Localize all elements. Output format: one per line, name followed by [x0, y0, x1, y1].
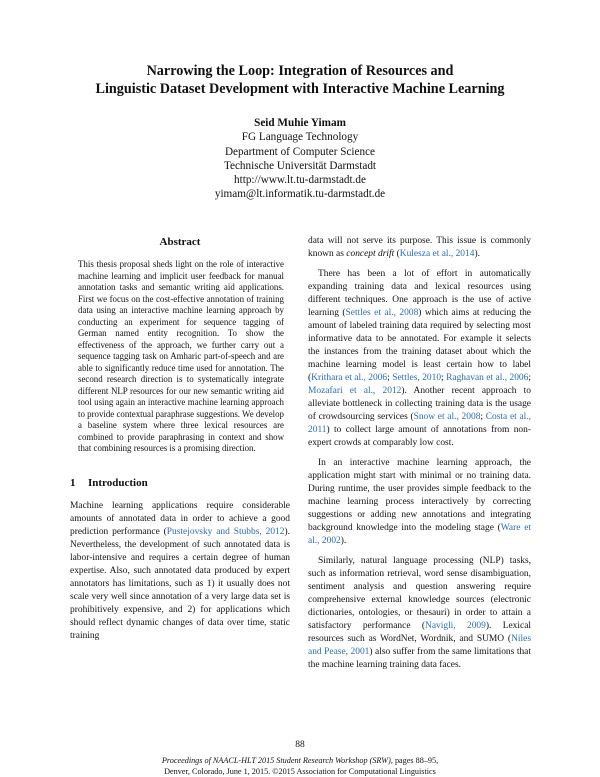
citation-link[interactable]: Costa et al., 2011	[308, 412, 531, 435]
section-number: 1	[70, 476, 88, 490]
author-name: Seid Muhie Yimam	[40, 116, 560, 130]
proceedings-footer	[40, 756, 560, 777]
text-run: Machine learning applications require considerable amounts of annotated data in order to achieve a good prediction performance (	[70, 501, 290, 537]
abstract-body: This thesis proposal sheds light on the role of interactive machine learning and implicit user feedback for manual annotation tasks and semantic writing aid applications. First we focus on the cost-effective annotation of training data using an interactive machine learning approach by conducting an experiment for sequence tagging of German named entity recognition. To show the effectiveness of the approach, we further carry out a sequence tagging task on Amharic part-of-speech and are able to significantly reduce time used for annotation. The second research direction is to systematically integrate different NLP resources for our new semantic writing aid tool using again an interactive machine learning approach to provide contextual paraphrase suggestions. We develop a baseline system where three lexical resources are combined to provide paraphrasing in context and show that combining resources is a promising direction.	[70, 259, 290, 455]
text-run: ) which aims at reducing the amount of labeled training data required by selecting most informative data to be annotated. For example it selects the instances from the training dataset about which the machine learning model is least certain how to label (	[308, 308, 531, 383]
text-run: ;	[528, 373, 531, 383]
citation-link[interactable]: Pustejovsky and Stubbs, 2012	[167, 527, 285, 537]
affiliation-line: Technische Universität Darmstadt	[40, 159, 560, 173]
text-run: There has been a lot of effort in automatically expanding training data and lexical resources using different techniques. One approach is the use of active learning (	[308, 269, 531, 318]
citation-link[interactable]: Niles and Pease, 2001	[308, 634, 531, 657]
text-run: ). Lexical resources such as WordNet, Wordnik, and SUMO (	[308, 621, 531, 644]
citation-link[interactable]: Mozafari et al., 2012	[308, 386, 401, 396]
text-run: ) also suffer from the same limitations that the machine learning training data faces.	[308, 647, 531, 670]
text-run: ;	[387, 373, 392, 383]
author-block	[40, 116, 560, 202]
text-run: data will not serve its purpose. This issue is commonly known as	[308, 236, 531, 259]
text-run: ). Nevertheless, the development of such annotated data is labor-intensive and requires a certain degree of human expertise. Also, such annotated data produced by expert annotators has limitations, such as 1) it usually does not scale very well since annotation of a very large data set is prohibitively expensive, and 2) for applications which should reflect dynamic changes of data over time, static training	[70, 527, 290, 641]
footer-line-1	[40, 756, 560, 767]
emphasis-term: concept drift	[346, 249, 394, 259]
paper-title-line-1: Narrowing the Loop: Integration of Resources and	[40, 62, 560, 80]
proceedings-name: Proceedings of NAACL-HLT 2015 Student Research Workshop (SRW)	[162, 756, 391, 765]
right-column	[308, 235, 531, 679]
paragraph	[308, 235, 531, 261]
text-run: (	[394, 249, 400, 259]
affiliation-line: FG Language Technology	[40, 130, 560, 144]
citation-link[interactable]: Snow et al., 2008	[414, 412, 481, 422]
footer-line-2: Denver, Colorado, June 1, 2015. ©2015 Association for Computational Linguistics	[40, 767, 560, 777]
text-run: ) to collect large amount of annotations from non-expert crowds at comparably low cost.	[308, 425, 531, 448]
text-run: ;	[480, 412, 485, 422]
text-run: ). Another recent approach to alleviate bottleneck in collecting training data is the usage of crowdsourcing services (	[308, 386, 531, 422]
text-run: ).	[474, 249, 480, 259]
citation-link[interactable]: Krithara et al., 2006	[311, 373, 387, 383]
citation-link[interactable]: Settles et al., 2008	[346, 308, 419, 318]
left-column	[70, 235, 290, 643]
citation-link[interactable]: Navigli, 2009	[425, 621, 486, 631]
author-email[interactable]: yimam@lt.informatik.tu-darmstadt.de	[40, 187, 560, 201]
abstract-heading: Abstract	[70, 235, 290, 249]
text-run: Similarly, natural language processing (NLP) tasks, such as information retrieval, word sense disambiguation, sentiment analysis and question answering require comprehensive external knowledge sources (electronic dictionaries, ontologies, or thesauri) in order to attain a satisfactory performance (	[308, 556, 531, 631]
author-url[interactable]: http://www.lt.tu-darmstadt.de	[40, 173, 560, 187]
paragraph	[308, 457, 531, 548]
citation-link[interactable]: Ware et al., 2002	[308, 523, 531, 546]
paragraph	[308, 268, 531, 450]
text-run: In an interactive machine learning approach, the application might start with minimal or no training data. During runtime, the user provides simple feedback to the machine learning process interactively by correcting suggestions or adding new annotations and integrating background knowledge into the modeling stage (	[308, 458, 531, 533]
text-run: ).	[341, 536, 347, 546]
text-run: ;	[441, 373, 446, 383]
footer-pages: , pages 88–95,	[391, 756, 438, 765]
affiliation-line: Department of Computer Science	[40, 145, 560, 159]
section-heading-introduction	[70, 476, 290, 490]
citation-link[interactable]: Kulesza et al., 2014	[400, 249, 475, 259]
paper-title-line-2: Linguistic Dataset Development with Interactive Machine Learning	[40, 80, 560, 98]
section-title: Introduction	[88, 477, 148, 489]
citation-link[interactable]: Settles, 2010	[392, 373, 441, 383]
page-number: 88	[0, 740, 600, 750]
intro-paragraph	[70, 500, 290, 643]
paragraph	[308, 555, 531, 672]
citation-link[interactable]: Raghavan et al., 2006	[446, 373, 528, 383]
